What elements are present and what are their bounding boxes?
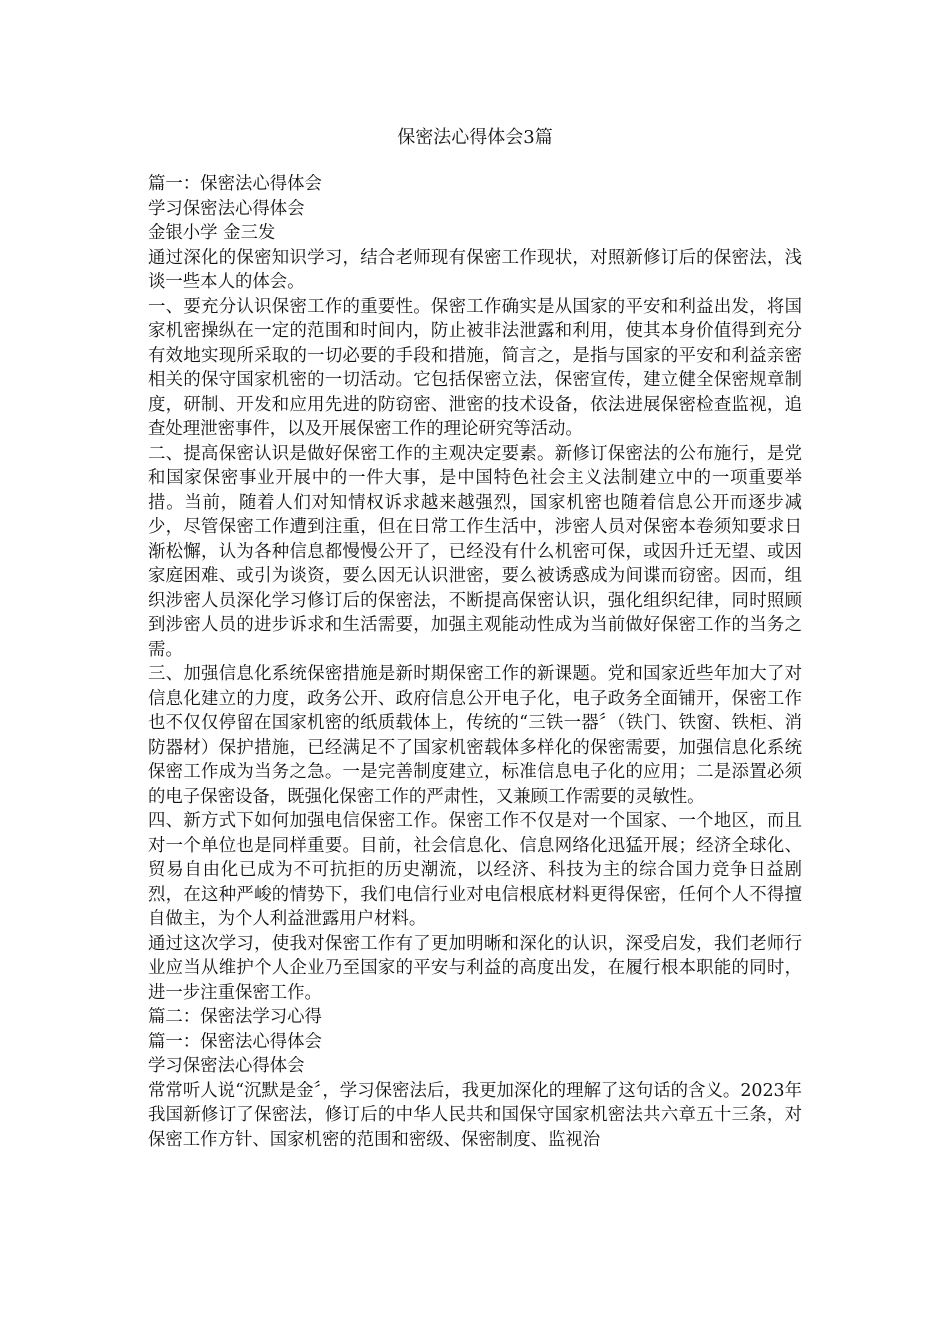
conclusion-paragraph: 通过这次学习，使我对保密工作有了更加明晰和深化的认识，深受启发，我们老师行业应当从维护个人企业乃至国家的平安与利益的高度出发，在履行根本职能的同时，进一步注重保密工作。 (148, 933, 802, 1003)
second-article-paragraph: 常常听人说“沉默是金〞，学习保密法后，我更加深化的理解了这句话的含义。2023年我国新修订了保密法，修订后的中华人民共和国保守国家机密法共六章五十三条，对保密工作方针、国家机密的范围和密级、保密制度、监视治 (148, 1080, 802, 1150)
point-one-paragraph: 一、要充分认识保密工作的重要性。保密工作确实是从国家的平安和利益出发，将国家机密操纵在一定的范围和时间内，防止被非法泄露和利用，使其本身价值得到充分有效地实现所采取的一切必要的手段和措施，简言之，是指与国家的平安和利益亲密相关的保守国家机密的一切活动。它包括保密立法，保密宣传，建立健全保密规章制度，研制、开发和应用先进的防窃密、泄密的技术设备，依法进展保密检查监视，追查处理泄密事件，以及开展保密工作的理论研究等活动。 (148, 296, 802, 439)
author-line: 金银小学 金三发 (148, 223, 276, 243)
subsection-heading: 篇一：保密法心得体会 (148, 1031, 322, 1052)
point-three-paragraph: 三、加强信息化系统保密措施是新时期保密工作的新课题。党和国家近些年加大了对信息化建立的力度，政务公开、政府信息公开电子化，电子政务全面铺开，保密工作也不仅仅停留在国家机密的纸质载体上，传统的“三铁一器〞（铁门、铁窗、铁柜、消防器材）保护措施，已经满足不了国家机密载体多样化的保密需要，加强信息化系统保密工作成为当务之急。一是完善制度建立，标准信息电子化的应用；二是添置必须的电子保密设备，既强化保密工作的严肃性，又兼顾工作需要的灵敏性。 (148, 664, 802, 807)
intro-paragraph: 通过深化的保密知识学习，结合老师现有保密工作现状，对照新修订后的保密法，浅谈一些本人的体会。 (148, 247, 802, 292)
article-title-2: 学习保密法心得体会 (148, 1056, 305, 1076)
point-four-paragraph: 四、新方式下如何加强电信保密工作。保密工作不仅是对一个国家、一个地区，而且对一个单位也是同样重要。目前，社会信息化、信息网络化迅猛开展；经济全球化、贸易自由化已成为不可抗拒的历史潮流，以经济、科技为主的综合国力竞争日益剧烈，在这种严峻的情势下，我们电信行业对电信根底材料更得保密，任何个人不得擅自做主，为个人利益泄露用户材料。 (148, 811, 802, 929)
section-heading-2: 篇二：保密法学习心得 (148, 1007, 322, 1027)
document-title: 保密法心得体会3篇 (397, 127, 553, 148)
document-body (148, 172, 802, 1152)
point-two-paragraph: 二、提高保密认识是做好保密工作的主观决定要素。新修订保密法的公布施行，是党和国家保密事业开展中的一件大事，是中国特色社会主义法制建立中的一项重要举措。当前，随着人们对知情权诉求越来越强烈，国家机密也随着信息公开而逐步减少，尽管保密工作遭到注重，但在日常工作生活中，涉密人员对保密本卷须知要求日渐松懈，认为各种信息都慢慢公开了，已经没有什么机密可保，或因升迁无望、或因家庭困难、或引为谈资，要么因无认识泄密，要么被诱惑成为间谍而窃密。因而，组织涉密人员深化学习修订后的保密法，不断提高保密认识，强化组织纪律，同时照顾到涉密人员的进步诉求和生活需要，加强主观能动性成为当前做好保密工作的当务之需。 (148, 443, 802, 660)
article-title: 学习保密法心得体会 (148, 198, 305, 219)
section-heading-1: 篇一：保密法心得体会 (148, 174, 322, 194)
